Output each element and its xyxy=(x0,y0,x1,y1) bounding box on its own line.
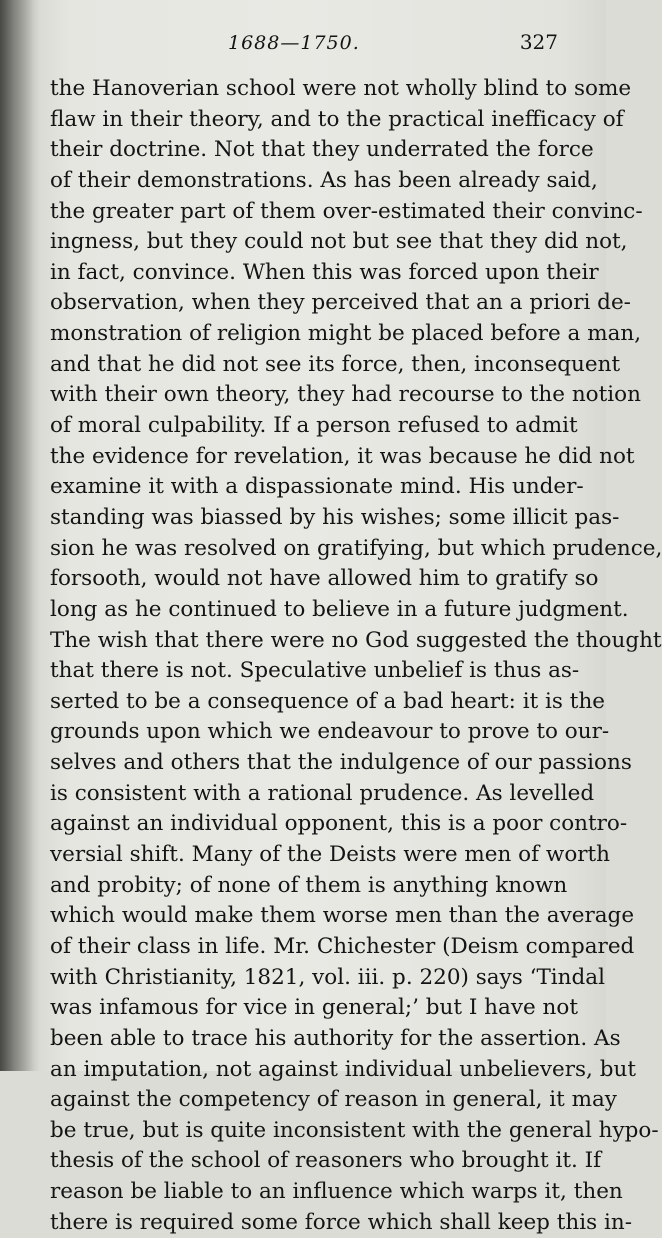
text-line: be true, but is quite inconsistent with the general hypo- xyxy=(50,1117,659,1143)
text-line: of their demonstrations. As has been already said, xyxy=(50,167,598,193)
text-line: the greater part of them over-estimated their convinc- xyxy=(50,198,643,224)
text-line: which would make them worse men than the average xyxy=(50,903,635,929)
text-line: the Hanoverian school were not wholly blind to some xyxy=(50,76,632,101)
page-number: 327 xyxy=(519,30,558,54)
text-line: versial shift. Many of the Deists were men of worth xyxy=(50,842,611,868)
text-line: in fact, convince. When this was forced upon their xyxy=(50,259,599,285)
text-line: examine it with a dispassionate mind. His under- xyxy=(50,474,584,500)
text-line: there is required some force which shall keep this in- xyxy=(50,1209,633,1235)
running-head xyxy=(0,30,606,60)
text-line: reason be liable to an influence which warps it, then xyxy=(50,1179,623,1205)
text-line: grounds upon which we endeavour to prove to our- xyxy=(50,719,610,745)
text-line: serted to be a consequence of a bad heart: it is the xyxy=(50,688,606,714)
text-line: observation, when they perceived that an a priori de- xyxy=(50,290,631,316)
text-line: against an individual opponent, this is a poor contro- xyxy=(50,811,628,837)
running-head-title: 1688—1750. xyxy=(228,32,360,54)
text-line: been able to trace his authority for the assertion. As xyxy=(50,1025,621,1051)
text-line: flaw in their theory, and to the practical inefficacy of xyxy=(50,106,624,132)
text-line: standing was biassed by his wishes; some illicit pas- xyxy=(50,504,620,530)
text-line: that there is not. Speculative unbelief is thus as- xyxy=(50,658,580,684)
text-line: and that he did not see its force, then, inconsequent xyxy=(50,351,621,377)
text-line: their doctrine. Not that they underrated the force xyxy=(50,137,594,163)
text-line: of their class in life. Mr. Chichester (Deism compared xyxy=(50,933,635,959)
text-line: with Christianity, 1821, vol. iii. p. 220) says ‘Tindal xyxy=(50,964,605,990)
body-text xyxy=(50,74,662,1238)
text-line: ingness, but they could not but see that they did not, xyxy=(50,229,628,255)
text-line: thesis of the school of reasoners who brought it. If xyxy=(50,1148,602,1174)
text-line: and probity; of none of them is anything known xyxy=(50,872,568,898)
text-line: the evidence for revelation, it was because he did not xyxy=(50,443,635,469)
text-line: monstration of religion might be placed before a man, xyxy=(50,321,642,347)
text-line: against the competency of reason in general, it may xyxy=(50,1087,617,1113)
text-line: of moral culpability. If a person refused to admit xyxy=(50,413,578,439)
text-line: long as he continued to believe in a future judgment. xyxy=(50,596,629,622)
text-line: an imputation, not against individual unbelievers, but xyxy=(50,1056,636,1082)
text-line: with their own theory, they had recourse to the notion xyxy=(50,382,641,408)
text-line: The wish that there were no God suggested the thought xyxy=(50,627,662,653)
text-line: was infamous for vice in general;’ but I have not xyxy=(50,995,578,1021)
text-line: selves and others that the indulgence of our passions xyxy=(50,750,632,776)
text-line: forsooth, would not have allowed him to gratify so xyxy=(50,566,599,592)
text-line: sion he was resolved on gratifying, but which prudence, xyxy=(50,535,662,561)
text-line: is consistent with a rational prudence. As levelled xyxy=(50,780,595,806)
